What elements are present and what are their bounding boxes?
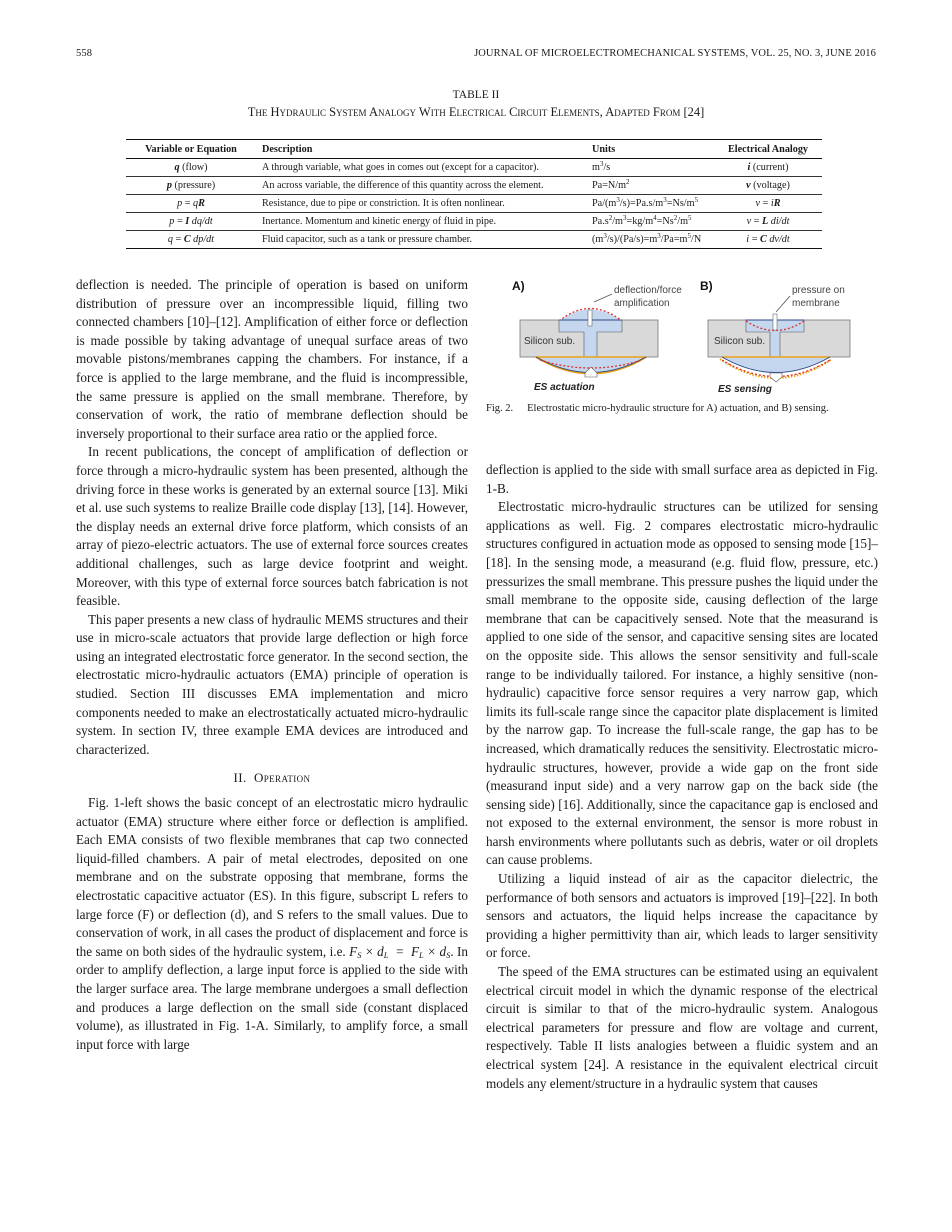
header-analogy: Electrical Analogy xyxy=(714,140,822,159)
substrate-label-a: Silicon sub. xyxy=(524,336,576,347)
annotation-b-line1: pressure on xyxy=(792,285,845,296)
cell-units: $(m^3/s)/(Pa/s)=m^3/Pa=m^5/N$ xyxy=(592,232,702,245)
header-variable: Variable or Equation xyxy=(126,140,256,159)
table-caption xyxy=(0,89,952,120)
cell-description: Resistance, due to pipe or constriction. It is often nonlinear. xyxy=(256,195,586,213)
annotation-arrow xyxy=(776,296,790,312)
section-number: II. xyxy=(233,770,247,786)
paragraph: In recent publications, the concept of amplification of deflection or force through a micro-hydraulic system has been presented, although the driving force in these works is generated by an external source [13]. Miki et al. use such systems to realize Braille code display [13], [14]. However, the display needs an external drive force platform, which consists of an array of piezo-electric actuators. The use of external force sources creates additional challenges, such as large device footprint and weight. Moreover, with this type of external force sources batch fabrication is not feasible. xyxy=(76,444,468,609)
equation: $F_S \times d_L = F_L \times d_S$ xyxy=(349,943,451,960)
cell-description: A through variable, what goes in comes out (except for a capacitor). xyxy=(256,159,586,177)
figure-2-diagram xyxy=(486,276,878,400)
cell-units: $m^3/s$ xyxy=(586,159,714,177)
cell-units: $Pa.s^2/m^3=kg/m^4=Ns^2/m^5$ xyxy=(586,213,714,231)
cell-analogy: v (voltage) xyxy=(714,177,822,195)
cell-description: An across variable, the difference of this quantity across the element. xyxy=(256,177,586,195)
paragraph-text: . In order to amplify deflection, a large input force is applied to the side with the larger surface area. The large membrane undergoes a small deflection and produces a large deflection on the small side (constant displaced volume), as illustrated in Fig. 1-A. Similarly, to amplify force, a small input force with large xyxy=(76,943,468,1052)
table-row xyxy=(126,213,822,231)
header-units: Units xyxy=(586,140,714,159)
cell-variable: p = qR xyxy=(126,195,256,213)
figure-caption-label: Fig. 2. xyxy=(486,403,514,414)
cell-variable: q (flow) xyxy=(126,159,256,177)
annotation-a-line2: amplification xyxy=(614,298,670,309)
journal-title: JOURNAL OF MICROELECTROMECHANICAL SYSTEMS, VOL. 25, NO. 3, JUNE 2016 xyxy=(474,48,876,59)
caption-b: ES sensing xyxy=(718,384,772,395)
paragraph: deflection is applied to the side with small surface area as depicted in Fig. 1-B. xyxy=(486,462,878,496)
cell-variable: p (pressure) xyxy=(126,177,256,195)
paragraph: Utilizing a liquid instead of air as the capacitor dielectric, the performance of both sensors and actuators is improved [19]–[22]. In both sensors and actuators, the liquid helps increase the capacitance by providing a higher permittivity than air, which leads to larger sensitivity or force. xyxy=(486,871,878,961)
panel-a-label: A) xyxy=(512,279,525,293)
piston xyxy=(588,310,592,326)
cell-analogy: v = iR xyxy=(714,195,822,213)
figure-caption xyxy=(486,402,878,415)
cell-description: Fluid capacitor, such as a tank or pressure chamber. xyxy=(262,234,473,245)
cell-variable: p = I dq/dt xyxy=(126,213,256,231)
annotation-arrow xyxy=(594,294,612,302)
cell-description: Inertance. Momentum and kinetic energy of fluid in pipe. xyxy=(256,213,586,231)
annotation-a-line1: deflection/force xyxy=(614,285,682,296)
paragraph: This paper presents a new class of hydraulic MEMS structures and their use in micro-scale actuators that provide large deflection or high force using an integrated electrostatic force generator. In the second section, the electrostatic micro-hydraulic actuators (EMA) principle of operation is studied. Section III discusses EMA implementation and micro components needed to make an electrostatically actuated micro-hydraulic system. In section IV, three example EMA devices are introduced and characterized. xyxy=(76,611,468,757)
header-description: Description xyxy=(256,140,586,159)
table-header-row xyxy=(126,140,822,159)
running-head xyxy=(76,48,876,59)
left-column xyxy=(76,276,468,1054)
table-label: TABLE II xyxy=(452,89,500,101)
cell-analogy: i = C dv/dt xyxy=(746,234,790,245)
table-row xyxy=(126,195,822,213)
cell-variable: q = C dp/dt xyxy=(167,234,215,245)
cell-analogy: v = L di/dt xyxy=(714,213,822,231)
cell-units: $Pa/(m^3/s)=Pa.s/m^3=Ns/m^5$ xyxy=(586,195,714,213)
table-title: The Hydraulic System Analogy With Electrical Circuit Elements, Adapted From [24] xyxy=(247,105,705,119)
section-title: Operation xyxy=(253,770,311,786)
piston xyxy=(773,314,777,330)
page-number: 558 xyxy=(76,48,93,59)
annotation-b-line2: membrane xyxy=(792,298,840,309)
substrate-label-b: Silicon sub. xyxy=(714,336,766,347)
table-row xyxy=(126,159,822,177)
panel-b-label: B) xyxy=(700,279,713,293)
figure-caption-text: Electrostatic micro-hydraulic structure for A) actuation, and B) sensing. xyxy=(527,403,829,414)
caption-a: ES actuation xyxy=(534,382,595,393)
section-heading xyxy=(76,769,468,788)
right-column xyxy=(486,461,878,1093)
paragraph xyxy=(76,794,468,1054)
panel-a xyxy=(512,279,682,393)
panel-b xyxy=(700,279,850,395)
paragraph: Electrostatic micro-hydraulic structures can be utilized for sensing applications as well. Fig. 2 compares electrostatic micro-hydraulic structures configured in actuation mode as opposed to sensing mode [15]–[18]. In the sensing mode, a measurand (e.g. fluid flow, pressure, etc.) pressurizes the small membrane. This pressure pushes the liquid under the small membrane to the opposite side, causing deflection of the large membrane that can be capacitively sensed. Note that the measurand is applied to one side of the sensor, and capacitive sensing sites are located on the opposite side. This allows the sensor sensitivity and full-scale range to be individually tailored. For instance, a highly sensitive (non-hydraulic) capacitive force sensor requires a very narrow gap, which limits its full-scale range since the capacitor plate displacement is limited by the narrow gap. To increase the full-scale range, the gap has to be increased, which dramatically reduces the sensitivity. Electrostatic micro-hydraulic structures, however, provide a wide gap on the front side (measurand input side) and a very narrow gap on the back side (the sensing side) [16]. Additionally, since the capacitance gap is enclosed and not exposed to the external environment, the sensor is more robust in harsh environments where pollutants such as debris, water or oil droplets can cause problems. xyxy=(486,499,878,868)
paragraph: deflection is needed. The principle of operation is based on uniform distribution of pressure over an incompressible liquid, filling two connected chambers [10]–[12]. Amplification of either force or deflection is made possible by taking advantage of unequal surface areas of two movable pistons/membranes capping the chambers. For instance, if a force is applied to the large membrane, and the fluid is incompressible, the same pressure is applied on the small membrane. Therefore, by conservation of work, the ratio of membrane deflection should be inversely proportional to their surface area ratio or the applied force. xyxy=(76,277,468,441)
analogy-table xyxy=(126,139,822,249)
cell-analogy: i (current) xyxy=(714,159,822,177)
sense-arrow-icon xyxy=(770,373,782,382)
paragraph: The speed of the EMA structures can be estimated using an equivalent electrical circuit model in which the dynamic response of the electrical circuit is similar to that of the micro-hydraulic system. Analogous electrical parameters for pressure and flow are voltage and current, respectively. Table II lists analogies between a fluidic system and an electrical system [24]. A resistance in the equivalent electrical circuit models any element/structure in a hydraulic system that causes xyxy=(486,964,878,1091)
cell-units: $Pa=N/m^2$ xyxy=(586,177,714,195)
table-row xyxy=(126,231,822,249)
paragraph-text: Fig. 1-left shows the basic concept of an electrostatic micro hydraulic actuator (EMA) structure where either force or deflection is amplified. Each EMA consists of two flexible membranes that cap two connected liquid-filled chambers. A pair of metal electrodes, deposited on one membrane and on the substrate opposing that membrane, forms the electrostatic capacitive actuator (ES). In this figure, subscript L refers to large force (F) or deflection (d), and S refers to the small values. Due to conservation of work, in all cases the product of displacement and force is the same on both sides of the hydraulic system, i.e. xyxy=(76,795,468,959)
figure-2 xyxy=(486,276,878,400)
table-row xyxy=(126,177,822,195)
